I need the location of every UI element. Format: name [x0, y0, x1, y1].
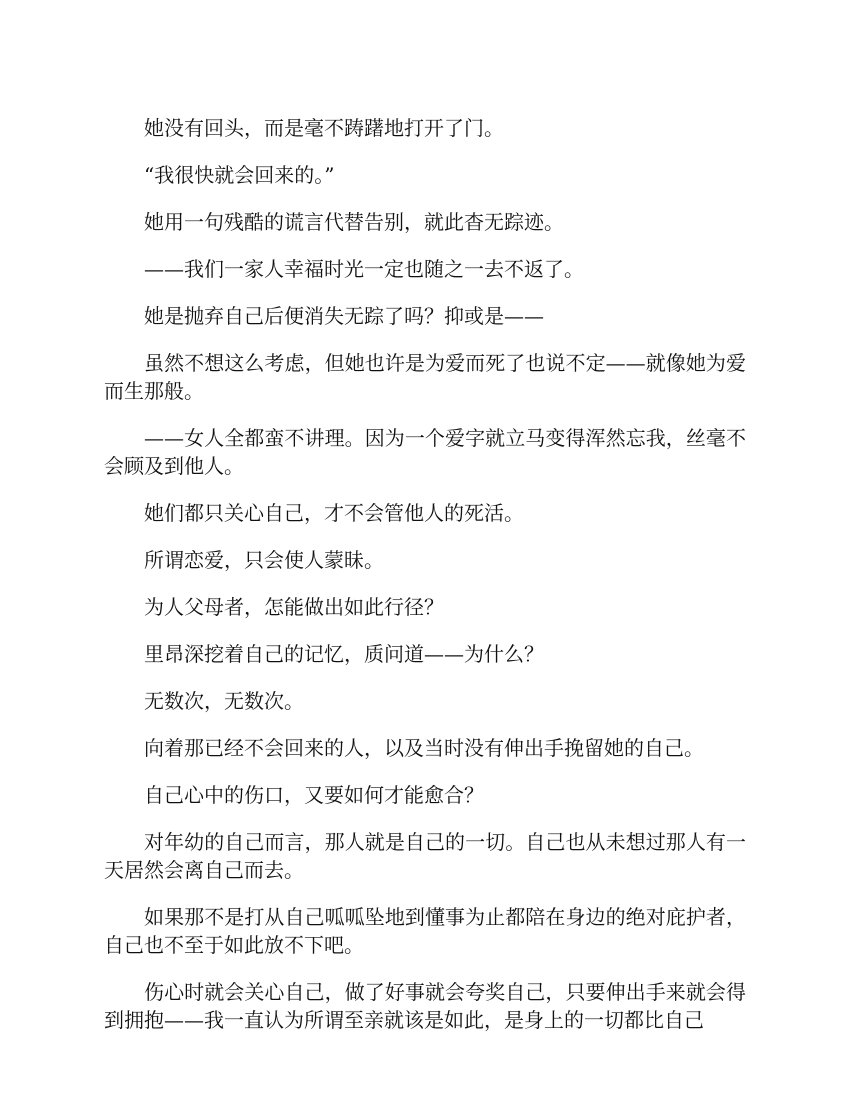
paragraph: 她们都只关心自己，才不会管他人的死活。 [144, 501, 524, 525]
document-page [104, 114, 746, 1053]
paragraph: 她用一句残酷的谎言代替告别，就此杳无踪迹。 [144, 210, 564, 234]
paragraph: ——女人全都蛮不讲理。因为一个爱字就立马变得浑然忘我，丝毫不会顾及到他人。 [104, 426, 746, 478]
paragraph: 如果那不是打从自己呱呱坠地到懂事为止都陪在身边的绝对庇护者，自己也不至于如此放不下吧。 [104, 905, 746, 957]
paragraph: 她是抛弃自己后便消失无踪了吗？抑或是—— [144, 304, 544, 328]
paragraph: 自己心中的伤口，又要如何才能愈合？ [144, 783, 484, 807]
paragraph: 无数次，无数次。 [144, 689, 304, 713]
paragraph: 向着那已经不会回来的人，以及当时没有伸出手挽留她的自己。 [144, 736, 704, 760]
paragraph: 虽然不想这么考虑，但她也许是为爱而死了也说不定——就像她为爱而生那般。 [104, 351, 746, 403]
paragraph: 为人父母者，怎能做出如此行径？ [144, 595, 444, 619]
paragraph: 她没有回头，而是毫不踌躇地打开了门。 [144, 116, 504, 140]
paragraph: 伤心时就会关心自己，做了好事就会夸奖自己，只要伸出手来就会得到拥抱——我一直认为所谓至亲就该是如此，是身上的一切都比自己 [104, 980, 746, 1032]
paragraph: 里昂深挖着自己的记忆，质问道——为什么？ [144, 642, 544, 666]
paragraph: 所谓恋爱，只会使人蒙昧。 [144, 548, 384, 572]
paragraph: ——我们一家人幸福时光一定也随之一去不返了。 [144, 257, 584, 281]
paragraph: 对年幼的自己而言，那人就是自己的一切。自己也从未想过那人有一天居然会离自己而去。 [104, 830, 746, 882]
paragraph: “我很快就会回来的。” [144, 163, 335, 187]
